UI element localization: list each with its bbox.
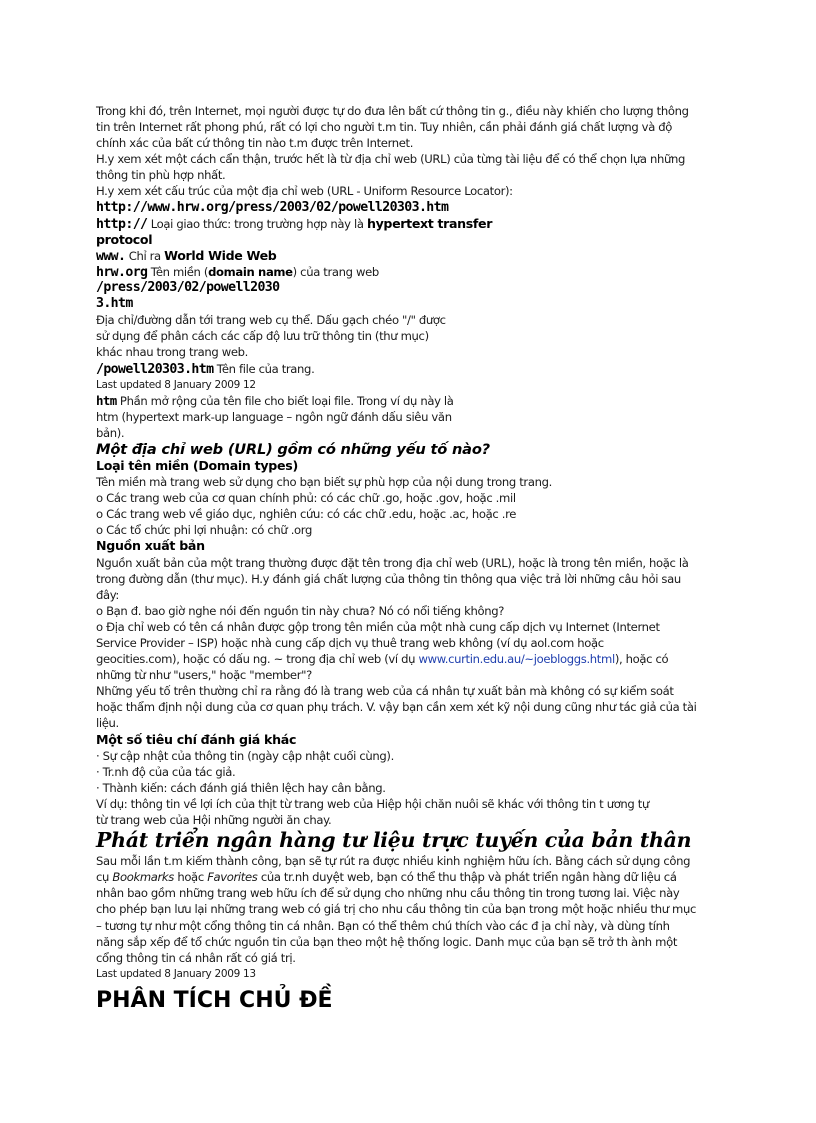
bookmarks-term: Bookmarks xyxy=(112,870,174,885)
domain-types-line: o Các trang web của cơ quan chính phủ: có các chữ .go, hoặc .gov, hoặc .mil xyxy=(96,491,516,506)
source-line: Service Provider – ISP) hoặc nhà cung cấp dịch vụ thuê trang web không (ví dụ aol.com hoặc xyxy=(96,636,604,650)
develop-line: Sau mỗi lần t.m kiếm thành công, bạn sẽ tự rút ra được nhiều kinh nghiệm hữu ích. Bằng cách sử dụng công xyxy=(96,854,691,869)
criteria-title: Một số tiêu chí đánh giá khác xyxy=(96,731,297,747)
source-title: Nguồn xuất bản xyxy=(96,538,205,554)
intro-line: H.y xem xét cấu trúc của một địa chỉ web (URL - Uniform Resource Locator): xyxy=(96,184,513,199)
develop-text: của tr.nh duyệt web, bạn có thể thu thập và phát triển ngân hàng dữ liệu cá xyxy=(257,870,677,885)
intro-line: Trong khi đó, trên Internet, mọi người được tự do đưa lên bất cứ thông tin g., điều này khiến cho lượng thông xyxy=(96,104,689,118)
www-code: www. xyxy=(96,248,126,264)
source-line: đây: xyxy=(96,587,119,602)
domain-text-1: Tên miền ( xyxy=(147,264,209,279)
ext-line xyxy=(96,393,721,409)
www-text: Chỉ ra xyxy=(125,248,165,263)
develop-line: cho phép bạn lưu lại những trang web có giá trị cho nhu cầu thông tin của bạn trong một hoặc nhiều thư mục xyxy=(96,902,696,917)
source-line: Những yếu tố trên thường chỉ ra rằng đó là trang web của cá nhân tự xuất bản mà không có sự kiểm soát xyxy=(96,684,674,699)
www-bold: World Wide Web xyxy=(164,247,277,263)
source-geo-line xyxy=(96,651,721,667)
criteria-line: · Sự cập nhật của thông tin (ngày cập nhật cuối cùng). xyxy=(96,748,394,763)
domain-bold: domain name xyxy=(208,264,293,279)
develop-line: năng sắp xếp để tổ chức nguồn tin của bạn theo một hệ thống logic. Danh mục của bạn sẽ trở th ành một xyxy=(96,934,678,949)
heading-url-elements: Một địa chỉ web (URL) gồm có những yếu tố nào? xyxy=(96,440,490,458)
protocol-code: http:// xyxy=(96,216,148,232)
intro-line: tin trên Internet rất phong phú, rất có lợi cho người t.m tin. Tuy nhiên, cần phải đánh giá chất lượng và độ xyxy=(96,120,673,135)
develop-text: hoặc xyxy=(173,870,208,885)
domain-types-line: Tên miền mà trang web sử dụng cho bạn biết sự phù hợp của nội dung trong trang. xyxy=(96,475,552,490)
path-code-2: 3.htm xyxy=(96,296,133,312)
last-updated-1: Last updated 8 January 2009 12 xyxy=(96,378,256,391)
example-personal-link[interactable]: www.curtin.edu.au/~joebloggs.html xyxy=(418,652,615,667)
develop-text: cụ xyxy=(96,870,113,885)
ext-desc-line: htm (hypertext mark-up language – ngôn ngữ đánh dấu siêu văn xyxy=(96,409,452,424)
domain-types-line: o Các tổ chức phi lợi nhuận: có chữ .org xyxy=(96,523,313,538)
heading-topic-analysis: PHÂN TÍCH CHỦ ĐỀ xyxy=(96,987,333,1013)
heading-develop: Phát triển ngân hàng tư liệu trực tuyến của bản thân xyxy=(96,828,692,853)
intro-line: H.y xem xét một cách cẩn thận, trước hết là từ địa chỉ web (URL) của từng tài liệu để có thể chọn lựa những xyxy=(96,152,685,167)
criteria-line: · Tr.nh độ của của tác giả. xyxy=(96,764,236,779)
path-code-1: /press/2003/02/powell2030 xyxy=(96,280,280,296)
domain-code: hrw.org xyxy=(96,264,148,280)
source-line: Nguồn xuất bản của một trang thường được đặt tên trong địa chỉ web (URL), hoặc là trong tên miền, hoặc là xyxy=(96,555,689,570)
source-line: liệu. xyxy=(96,716,119,731)
geo-suffix: ), hoặc có xyxy=(614,652,669,667)
domain-types-line: o Các trang web về giáo dục, nghiên cứu: có các chữ .edu, hoặc .ac, hoặc .re xyxy=(96,507,517,522)
criteria-line: Ví dụ: thông tin về lợi ích của thịt từ trang web của Hiệp hội chăn nuôi sẽ khác với thông tin t ương tự xyxy=(96,796,649,811)
file-line xyxy=(96,361,721,377)
file-code: /powell20303.htm xyxy=(96,361,214,377)
www-line xyxy=(96,248,721,264)
domain-line xyxy=(96,264,721,280)
criteria-line: · Thành kiến: cách đánh giá thiên lệch hay cân bằng. xyxy=(96,780,386,795)
protocol-bold: hypertext transfer xyxy=(366,215,493,231)
protocol-line xyxy=(96,216,721,232)
path-desc-line: Địa chỉ/đường dẫn tới trang web cụ thể. Dấu gạch chéo "/" được xyxy=(96,313,446,328)
last-updated-2: Last updated 8 January 2009 13 xyxy=(96,967,256,980)
source-line: o Bạn đ. bao giờ nghe nói đến nguồn tin này chưa? Nó có nổi tiếng không? xyxy=(96,603,505,618)
path-desc-line: sử dụng để phân cách các cấp độ lưu trữ thông tin (thư mục) xyxy=(96,329,429,344)
path-desc-line: khác nhau trong trang web. xyxy=(96,345,248,360)
ext-desc: Phần mở rộng của tên file cho biết loại file. Trong ví dụ này là xyxy=(116,393,454,408)
domain-types-title: Loại tên miền (Domain types) xyxy=(96,457,298,473)
intro-line: chính xác của bất cứ thông tin nào t.m được trên Internet. xyxy=(96,136,414,151)
domain-text-2: ) của trang web xyxy=(292,264,379,279)
protocol-text: Loại giao thức: trong trường hợp này là xyxy=(147,216,367,231)
protocol-bold-cont: protocol xyxy=(96,231,153,247)
ext-desc-line: bản). xyxy=(96,425,125,440)
develop-line: cổng thông tin cá nhân rất có giá trị. xyxy=(96,950,296,965)
source-line: những từ như "users," hoặc "member"? xyxy=(96,668,312,683)
document-page xyxy=(96,103,721,1018)
criteria-line: từ trang web của Hội những người ăn chay. xyxy=(96,813,332,828)
file-text: Tên file của trang. xyxy=(213,361,315,376)
favorites-term: Favorites xyxy=(207,870,258,885)
example-url: http://www.hrw.org/press/2003/02/powell20303.htm xyxy=(96,199,449,215)
develop-line: nhân bao gồm những trang web hữu ích để sử dụng cho những nhu cầu thông tin trong tương lai. Việc này xyxy=(96,886,680,901)
source-line: trong đường dẫn (thư mục). H.y đánh giá chất lượng của thông tin thông qua việc trả lời những câu hỏi sau xyxy=(96,571,681,586)
develop-line xyxy=(96,869,721,885)
intro-line: thông tin phù hợp nhất. xyxy=(96,168,226,183)
develop-line: – tương tự như một cổng thông tin cá nhân. Bạn có thể thêm chú thích vào các đ ịa chỉ này, và dùng tính xyxy=(96,918,670,933)
source-line: o Địa chỉ web có tên cá nhân được gộp trong tên miền của một nhà cung cấp dịch vụ Internet (Internet xyxy=(96,619,660,634)
source-line: hoặc thẩm định nội dung của cơ quan phụ trách. V. vậy bạn cần xem xét kỹ nội dung cũng như tác giả của tài xyxy=(96,700,697,715)
ext-code: htm xyxy=(96,392,117,408)
geo-prefix: geocities.com), hoặc có dấu ng. ~ trong địa chỉ web (ví dụ xyxy=(96,652,419,667)
